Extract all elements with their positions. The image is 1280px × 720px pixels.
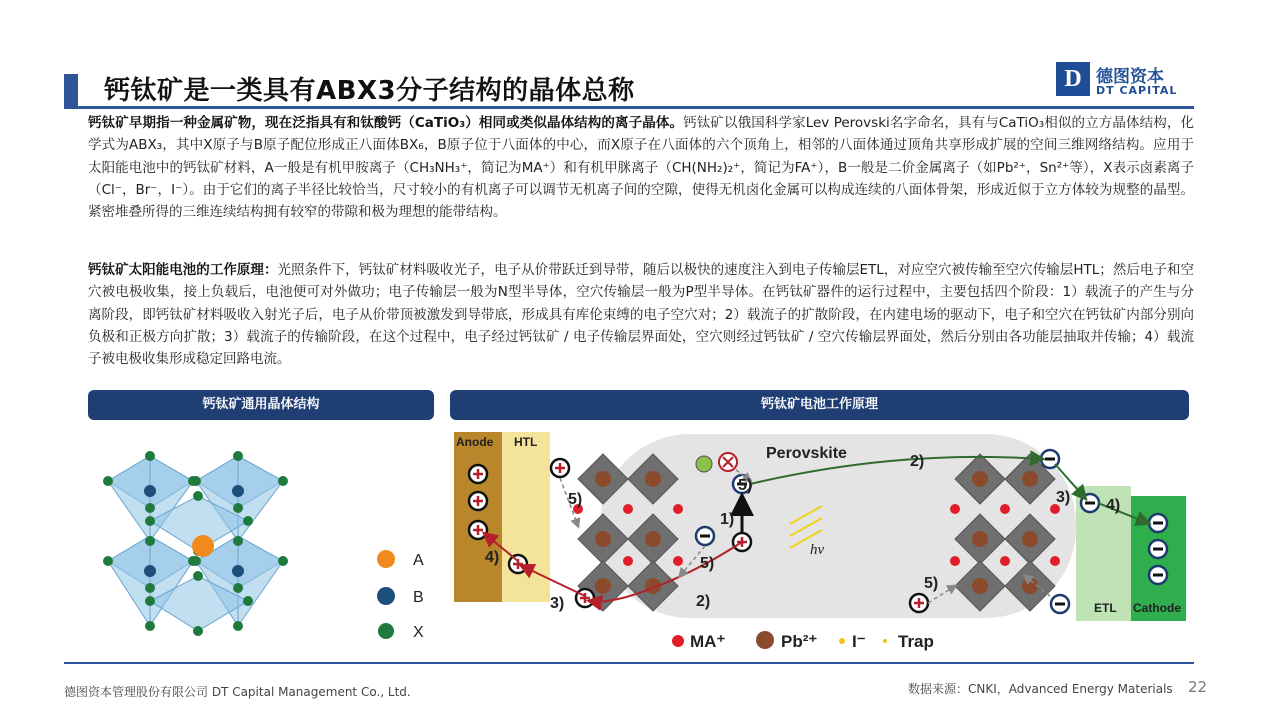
legend-a-dot — [377, 550, 395, 568]
step-5-c: 5) — [738, 477, 753, 494]
legend-x-dot — [378, 623, 394, 639]
anode-layer — [454, 432, 502, 602]
principle-lead: 钙钛矿太阳能电池的工作原理： — [88, 262, 278, 278]
page-number: 22 — [1188, 678, 1208, 696]
legend-b-dot — [377, 587, 395, 605]
step-2-electron: 2) — [910, 453, 925, 470]
photon-hv: hν — [810, 542, 825, 558]
etl-label: ETL — [1094, 601, 1117, 615]
intro-paragraph — [88, 112, 1194, 223]
page-title: 钙钛矿是一类具有ABX3分子结构的晶体总称 — [104, 76, 635, 106]
step-2-hole: 2) — [696, 593, 711, 610]
title-accent-bar — [64, 74, 78, 106]
company-logo — [1056, 62, 1180, 98]
species-legend — [672, 631, 934, 651]
footer-divider — [64, 662, 1194, 664]
step-3-electron: 3) — [1056, 489, 1071, 506]
legend-ma-label: MA⁺ — [690, 632, 726, 651]
legend-i-dot — [839, 638, 845, 644]
htl-label: HTL — [514, 435, 538, 449]
a-site-ion — [192, 535, 214, 557]
step-5-b: 5) — [700, 555, 715, 572]
octahedra-lattice — [103, 451, 288, 636]
cell-principle-figure — [450, 426, 1189, 658]
step-3-hole: 3) — [550, 595, 565, 612]
footer-source: 数据来源：CNKI，Advanced Energy Materials — [908, 682, 1173, 696]
logo-cn-text: 德图资本 — [1096, 67, 1164, 87]
step-5-a: 5) — [568, 491, 583, 508]
crystal-structure-caption: 钙钛矿通用晶体结构 — [88, 390, 434, 420]
legend-x-label: X — [413, 624, 424, 641]
legend-a-label: A — [413, 552, 424, 569]
title-divider — [64, 106, 1194, 109]
principle-paragraph — [88, 259, 1194, 370]
step-5-d: 5) — [924, 575, 939, 592]
legend-i-label: I⁻ — [852, 632, 866, 651]
step-4-electron: 4) — [1106, 497, 1121, 514]
recombination-green-dot — [696, 456, 712, 472]
crystal-legend — [377, 550, 424, 641]
principle-body: 光照条件下，钙钛矿材料吸收光子，电子从价带跃迁到导带，随后以极快的速度注入到电子传输层ETL，对应空穴被传输至空穴传输层HTL；然后电子和空穴被电极收集，接上负载后，电池便可对外做功；电子传输层一般为N型半导体，空穴传输层一般为P型半导体。在钙钛矿器件的运行过程中，主要包括四个阶段：1）载流子的产生与分离阶段，即钙钛矿材料吸收入射光子后，电子从价带顶被激发到导带底，形成具有库伦束缚的电子空穴对；2）载流子的扩散阶段，在内建电场的驱动下，电子和空穴在钙钛矿内部分别向负极和正极方向扩散；3）载流子的传输阶段，在这个过程中，电子经过钙钛矿 / 电子传输层界面处，空穴则经过钙钛矿 / 空穴传输层界面处，然后分别由各功能层抽取并传输；4）载流子被电极收集形成稳定回路电流。 — [88, 262, 1194, 368]
step-4-hole: 4) — [485, 549, 500, 566]
perovskite-label: Perovskite — [766, 445, 847, 462]
footer-company: 德图资本管理股份有限公司 DT Capital Management Co., Ltd. — [64, 685, 411, 699]
cell-principle-caption: 钙钛矿电池工作原理 — [450, 390, 1189, 420]
legend-b-label: B — [413, 589, 424, 606]
anode-label: Anode — [456, 435, 494, 449]
crystal-structure-figure — [88, 426, 434, 656]
legend-trap-dot — [883, 639, 887, 643]
logo-en-text: DT CAPITAL — [1096, 84, 1178, 97]
logo-mark: D — [1056, 62, 1090, 96]
step-1: 1) — [720, 511, 735, 528]
intro-body: 钙钛矿以俄国科学家Lev Perovski名字命名，具有与CaTiO₃相似的立方晶体结构，化学式为ABX₃，其中X原子与B原子配位形成正八面体BX₆，B原子位于八面体的中心，而X原子在八面体的六个顶角上，相邻的八面体通过顶角共享形成扩展的空间三维网络结构。应用于太阳能电池中的钙钛矿材料，A一般是有机甲胺离子（CH₃NH₃⁺，简记为MA⁺）和有机甲脒离子（CH(NH₂)₂⁺，简记为FA⁺），B一般是二价金属离子（如Pb²⁺，Sn²⁺等），X表示卤素离子（Cl⁻，Br⁻，I⁻）。由于它们的离子半径比较恰当，尺寸较小的有机离子可以调节无机离子间的空隙，使得无机卤化金属可以构成连续的八面体骨架，形成近似于立方体较为规整的晶型。紧密堆叠所得的三维连续结构拥有较窄的带隙和极为理想的能带结构。 — [88, 115, 1194, 221]
legend-pb-label: Pb²⁺ — [781, 632, 818, 651]
cathode-label: Cathode — [1133, 601, 1181, 615]
legend-pb-dot — [756, 631, 774, 649]
legend-trap-label: Trap — [898, 632, 934, 651]
intro-lead: 钙钛矿早期指一种金属矿物，现在泛指具有和钛酸钙（CaTiO₃）相同或类似晶体结构的离子晶体。 — [88, 115, 684, 131]
legend-ma-dot — [672, 635, 684, 647]
